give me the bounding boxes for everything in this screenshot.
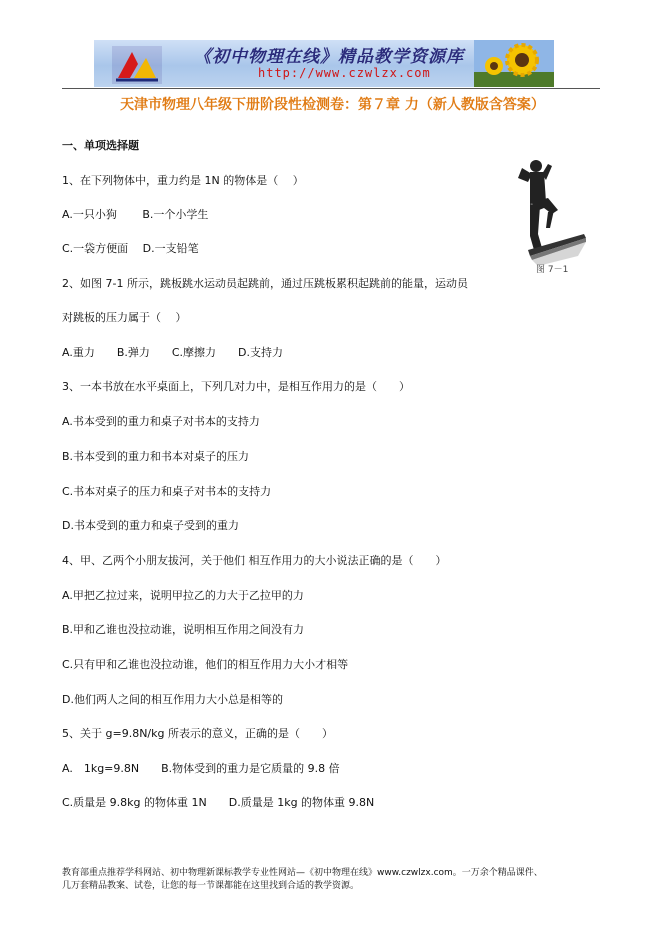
question-4-option-c: C.只有甲和乙谁也没拉动谁，他们的相互作用力大小才相等 xyxy=(62,658,349,671)
sunflower-image xyxy=(474,40,554,87)
section-heading: 一、单项选择题 xyxy=(62,139,139,152)
question-3-option-c: C.书本对桌子的压力和桌子对书本的支持力 xyxy=(62,485,272,498)
question-2-continued: 对跳板的压力属于（ ） xyxy=(62,311,187,324)
figure-caption: 图 7－1 xyxy=(536,265,569,275)
diver-figure xyxy=(508,158,586,270)
document-title: 天津市物理八年级下册阶段性检测卷：第７章 力（新人教版含答案） xyxy=(120,97,545,113)
question-1: 1、在下列物体中，重力约是 1N 的物体是（ ） xyxy=(62,174,304,187)
header-banner xyxy=(94,40,554,87)
header-divider xyxy=(62,88,600,89)
footer-line-2: 几万套精品教案、试卷，让您的每一节课都能在这里找到合适的教学资源。 xyxy=(62,881,360,891)
question-4-option-d: D.他们两人之间的相互作用力大小总是相等的 xyxy=(62,693,283,706)
question-5-options-ab: A. 1kg=9.8N B.物体受到的重力是它质量的 9.8 倍 xyxy=(62,762,340,775)
question-5: 5、关于 g=9.8N/kg 所表示的意义，正确的是（ ） xyxy=(62,727,333,740)
page-footer xyxy=(62,867,607,893)
question-2: 2、如图 7-1 所示，跳板跳水运动员起跳前，通过压跳板累积起跳前的能量，运动员 xyxy=(62,277,468,290)
site-logo xyxy=(112,46,162,84)
footer-line-1: 教育部重点推荐学科网站、初中物理新课标教学专业性网站—《初中物理在线》www.czwlzx.com。一万余个精品课件、 xyxy=(62,868,543,878)
question-2-options: A.重力 B.弹力 C.摩擦力 D.支持力 xyxy=(62,346,284,359)
question-3-option-d: D.书本受到的重力和桌子受到的重力 xyxy=(62,519,239,532)
banner-title: 《初中物理在线》精品教学资源库 xyxy=(194,47,464,67)
question-4-option-b: B.甲和乙谁也没拉动谁，说明相互作用之间没有力 xyxy=(62,623,305,636)
question-3-option-a: A.书本受到的重力和桌子对书本的支持力 xyxy=(62,415,260,428)
question-3: 3、一本书放在水平桌面上，下列几对力中，是相互作用力的是（ ） xyxy=(62,380,410,393)
question-4: 4、甲、乙两个小朋友拔河，关于他们 相互作用力的大小说法正确的是（ ） xyxy=(62,554,447,567)
banner-url: http://www.czwlzx.com xyxy=(258,66,431,80)
question-4-option-a: A.甲把乙拉过来，说明甲拉乙的力大于乙拉甲的力 xyxy=(62,589,304,602)
question-5-options-cd: C.质量是 9.8kg 的物体重 1N D.质量是 1kg 的物体重 9.8N xyxy=(62,796,375,809)
question-1-options-cd: C.一袋方便面 D.一支铅笔 xyxy=(62,242,199,255)
question-3-option-b: B.书本受到的重力和书本对桌子的压力 xyxy=(62,450,250,463)
question-1-options-ab: A.一只小狗 B.一个小学生 xyxy=(62,208,209,221)
